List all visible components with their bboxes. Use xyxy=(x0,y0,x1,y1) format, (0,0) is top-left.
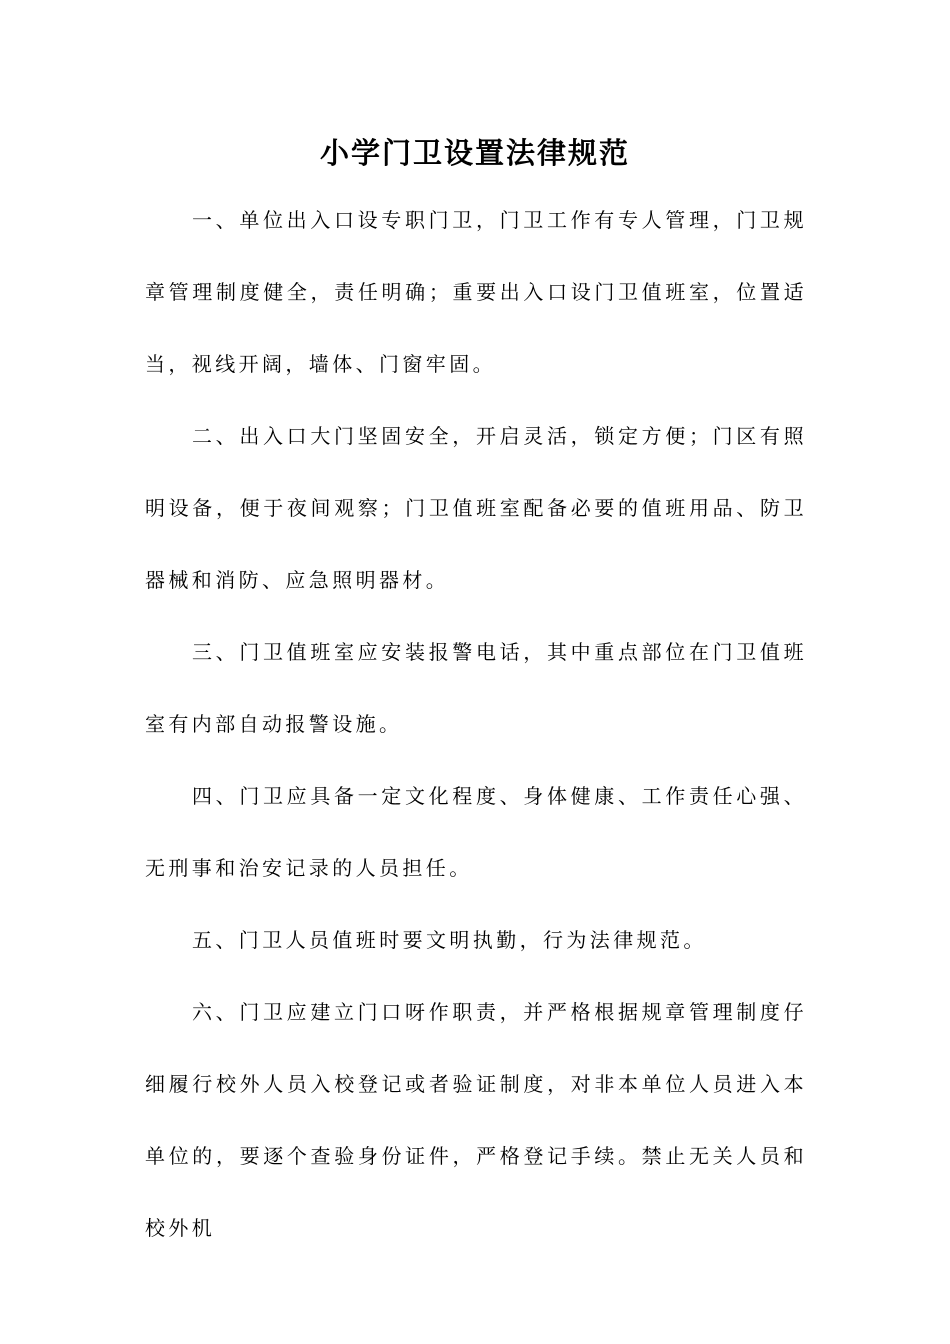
document-body xyxy=(145,184,807,1264)
paragraph-5: 五、门卫人员值班时要文明执勤，行为法律规范。 xyxy=(192,928,707,952)
paragraph-1: 一、单位出入口设专职门卫，门卫工作有专人管理，门卫规章管理制度健全，责任明确；重要出入口设门卫值班室，位置适当，视线开阔，墙体、门窗牢固。 xyxy=(145,208,807,376)
paragraph-3: 三、门卫值班室应安装报警电话，其中重点部位在门卫值班室有内部自动报警设施。 xyxy=(145,640,807,736)
paragraph-6: 六、门卫应建立门口呀作职责，并严格根据规章管理制度仔细履行校外人员入校登记或者验证制度，对非本单位人员进入本单位的，要逐个查验身份证件，严格登记手续。禁止无关人员和校外机 xyxy=(145,1000,807,1240)
document-title: 小学门卫设置法律规范 xyxy=(319,136,630,170)
paragraph-2: 二、出入口大门坚固安全，开启灵活，锁定方便；门区有照明设备，便于夜间观察；门卫值班室配备必要的值班用品、防卫器械和消防、应急照明器材。 xyxy=(145,424,807,592)
paragraph-4: 四、门卫应具备一定文化程度、身体健康、工作责任心强、无刑事和治安记录的人员担任。 xyxy=(145,784,807,880)
